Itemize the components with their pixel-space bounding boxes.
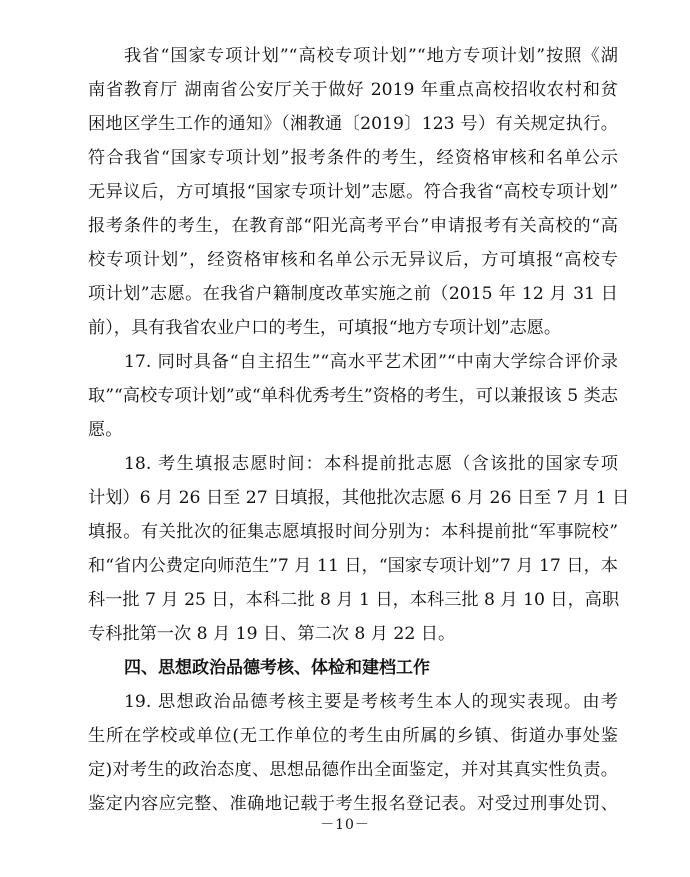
paragraph-line: 和“省内公费定向师范生”7 月 11 日，“国家专项计划”7 月 17 日，本	[88, 556, 618, 576]
paragraph-line: 前），具有我省农业户口的考生，可填报“地方专项计划”志愿。	[88, 318, 562, 338]
paragraph-line: 校专项计划”，经资格审核和名单公示无异议后，方可填报“高校专	[88, 250, 618, 270]
paragraph-line: 取”“高校专项计划”或“单科优秀考生”资格的考生，可以兼报该 5 类志	[88, 386, 618, 406]
paragraph-line: 17. 同时具备“自主招生”“高水平艺术团”“中南大学综合评价录	[124, 352, 618, 372]
paragraph-line: 计划）6 月 26 日至 27 日填报，其他批次志愿 6 月 26 日至 7 月 1 日	[88, 488, 630, 508]
paragraph-line: 填报。有关批次的征集志愿填报时间分别为：本科提前批“军事院校”	[88, 522, 618, 542]
paragraph-line: 19. 思想政治品德考核主要是考核考生本人的现实表现。由考	[124, 692, 618, 712]
paragraph-line: 无异议后，方可填报“国家专项计划”志愿。符合我省“高校专项计划”	[88, 182, 618, 202]
paragraph-line: 定)对考生的政治态度、思想品德作出全面鉴定，并对其真实性负责。	[88, 760, 618, 780]
page-number: －10－	[320, 817, 370, 833]
paragraph-line: 专科批第一次 8 月 19 日、第二次 8 月 22 日。	[88, 624, 456, 644]
paragraph-line: 项计划”志愿。在我省户籍制度改革实施之前（2015 年 12 月 31 日	[88, 284, 618, 304]
paragraph-line: 报考条件的考生，在教育部“阳光高考平台”申请报考有关高校的“高	[88, 216, 618, 236]
paragraph-line: 鉴定内容应完整、准确地记载于考生报名登记表。对受过刑事处罚、	[88, 794, 618, 814]
paragraph-line: 困地区学生工作的通知》（湘教通〔2019〕123 号）有关规定执行。	[88, 114, 618, 134]
paragraph-line: 生所在学校或单位(无工作单位的考生由所属的乡镇、街道办事处鉴	[88, 726, 618, 746]
paragraph-line: 符合我省“国家专项计划”报考条件的考生，经资格审核和名单公示	[88, 148, 618, 168]
paragraph-line: 18. 考生填报志愿时间：本科提前批志愿（含该批的国家专项	[124, 454, 618, 474]
paragraph-line: 南省教育厅 湖南省公安厅关于做好 2019 年重点高校招收农村和贫	[88, 80, 618, 100]
section-heading: 四、思想政治品德考核、体检和建档工作	[124, 658, 430, 678]
paragraph-line: 我省“国家专项计划”“高校专项计划”“地方专项计划”按照《湖	[124, 46, 618, 66]
paragraph-line: 愿。	[88, 420, 123, 440]
paragraph-line: 科一批 7 月 25 日，本科二批 8 月 1 日，本科三批 8 月 10 日，高职	[88, 590, 620, 610]
